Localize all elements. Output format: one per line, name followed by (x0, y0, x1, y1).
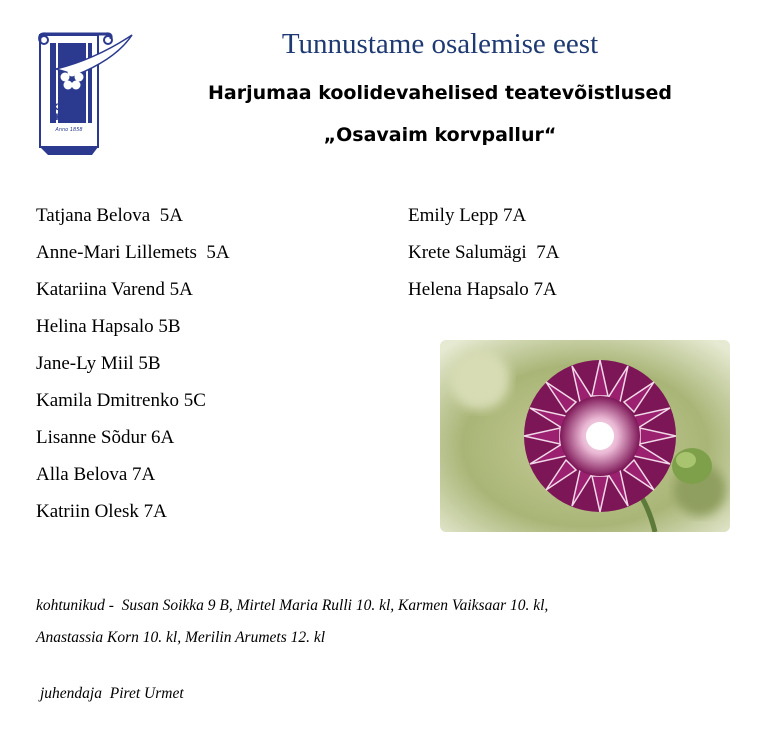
dahlia-photo (440, 340, 730, 532)
participant: Kamila Dmitrenko 5C (36, 390, 206, 411)
participant: Katriin Olesk 7A (36, 501, 167, 522)
judges-line2: Anastassia Korn 10. kl, Merilin Arumets 12. kl (36, 629, 326, 646)
participant: Lisanne Sõdur 6A (36, 427, 175, 448)
participant: Krete Salumägi 7A (408, 242, 560, 263)
participant: Anne-Mari Lillemets 5A (36, 242, 230, 263)
logo-line1: KEHRA (51, 103, 87, 113)
participants-left (36, 206, 230, 539)
participant: Helena Hapsalo 7A (408, 279, 557, 300)
participant: Tatjana Belova 5A (36, 205, 183, 226)
participant: Alla Belova 7A (36, 464, 156, 485)
judges (36, 590, 756, 654)
participant: Emily Lepp 7A (408, 205, 527, 226)
participant: Jane-Ly Miil 5B (36, 353, 161, 374)
participant: Katariina Varend 5A (36, 279, 193, 300)
supervisor: juhendaja Piret Urmet (40, 685, 184, 702)
logo-line2: KOOL (55, 113, 83, 123)
award-name: „Osavaim korvpallur“ (323, 124, 557, 146)
event-name: Harjumaa koolidevahelised teatevõistlused (208, 82, 672, 104)
participant: Helina Hapsalo 5B (36, 316, 181, 337)
certificate-title: Tunnustame osalemise eest (281, 28, 599, 60)
judges-line1: kohtunikud - Susan Soikka 9 B, Mirtel Maria Rulli 10. kl, Karmen Vaiksaar 10. kl, (36, 597, 549, 614)
participants-right (408, 206, 559, 317)
logo-since: Anno 1858 (55, 127, 83, 133)
